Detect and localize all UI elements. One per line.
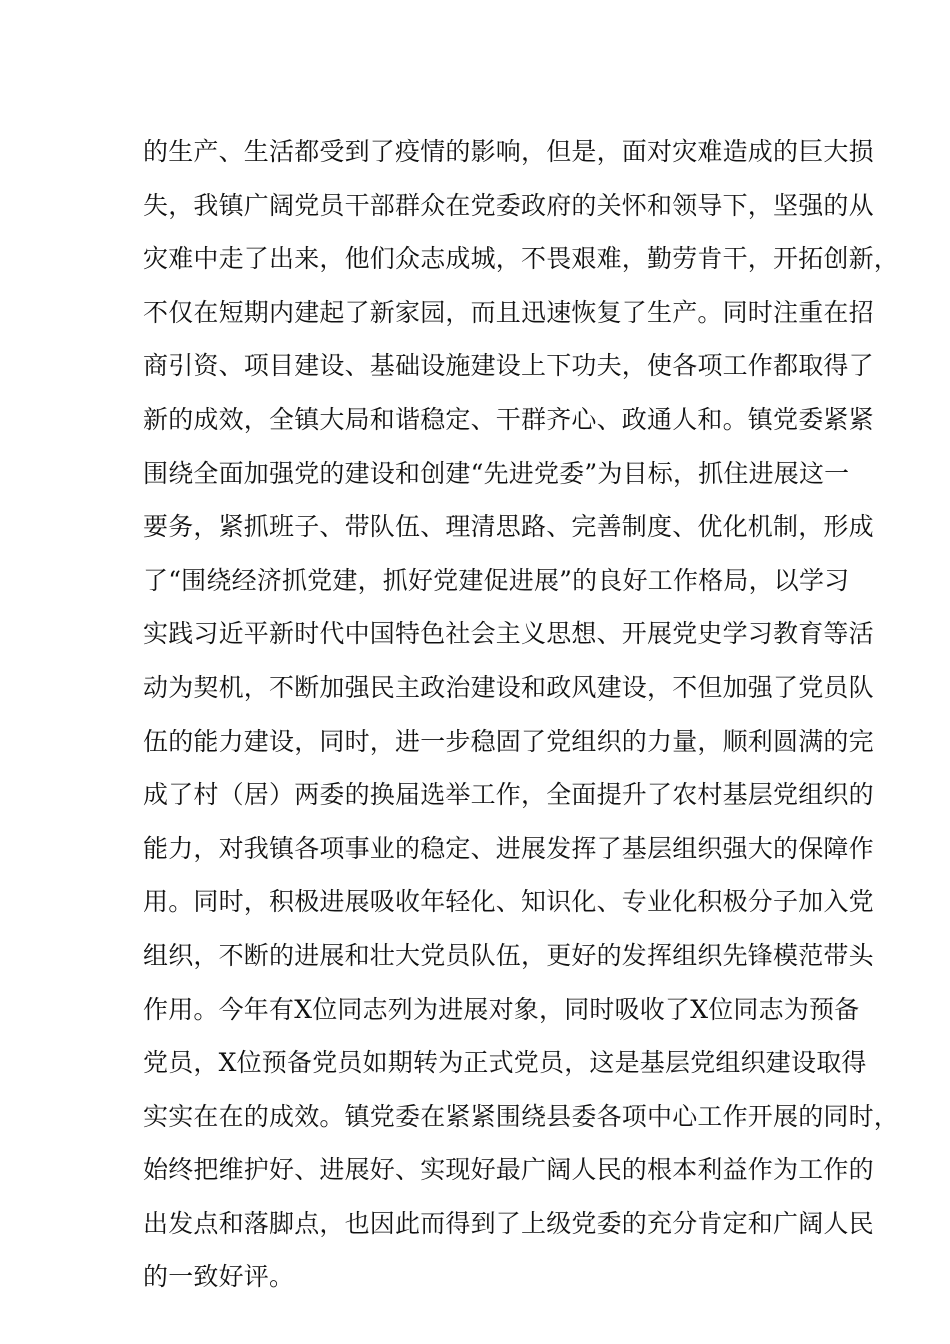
text-line: 失，我镇广阔党员干部群众在党委政府的关怀和领导下，坚强的从: [143, 190, 874, 220]
text-line: 作用。今年有X位同志列为进展对象，同时吸收了X位同志为预备: [143, 994, 860, 1024]
text-line: 了“围绕经济抓党建，抓好党建促进展”的良好工作格局，以学习: [143, 565, 850, 595]
text-line: 要务，紧抓班子、带队伍、理清思路、完善制度、优化机制，形成: [143, 512, 874, 542]
text-line: 新的成效，全镇大局和谐稳定、干群齐心、政通人和。镇党委紧紧: [143, 404, 874, 434]
text-line: 始终把维护好、进展好、实现好最广阔人民的根本利益作为工作的: [143, 1155, 874, 1185]
text-line: 商引资、项目建设、基础设施建设上下功夫，使各项工作都取得了: [143, 351, 874, 381]
text-line: 的生产、生活都受到了疫情的影响，但是，面对灾难造成的巨大损: [143, 137, 874, 166]
text-line: 用。同时，积极进展吸收年轻化、知识化、专业化积极分子加入党: [143, 887, 874, 917]
body-paragraph: [143, 129, 900, 1308]
text-line: 实实在在的成效。镇党委在紧紧围绕县委各项中心工作开展的同时，: [143, 1101, 900, 1131]
text-line: 实践习近平新时代中国特色社会主义思想、开展党史学习教育等活: [143, 619, 874, 649]
text-line: 能力，对我镇各项事业的稳定、进展发挥了基层组织强大的保障作: [143, 833, 874, 863]
text-line: 伍的能力建设，同时，进一步稳固了党组织的力量，顺利圆满的完: [143, 726, 874, 756]
text-line: 成了村（居）两委的换届选举工作，全面提升了农村基层党组织的: [143, 780, 874, 810]
text-line: 动为契机，不断加强民主政治建设和政风建设，不但加强了党员队: [143, 672, 874, 702]
text-line: 出发点和落脚点，也因此而得到了上级党委的充分肯定和广阔人民: [143, 1208, 874, 1238]
text-line: 灾难中走了出来，他们众志成城，不畏艰难，勤劳肯干，开拓创新，: [143, 244, 900, 274]
text-line: 组织，不断的进展和壮大党员队伍，更好的发挥组织先锋模范带头: [143, 940, 874, 970]
text-line-last: 的一致好评。: [143, 1262, 295, 1292]
text-line: 围绕全面加强党的建设和创建“先进党委”为目标，抓住进展这一: [143, 458, 850, 488]
text-line: 党员，X位预备党员如期转为正式党员，这是基层党组织建设取得: [143, 1048, 867, 1078]
text-line: 不仅在短期内建起了新家园，而且迅速恢复了生产。同时注重在招: [143, 297, 874, 327]
